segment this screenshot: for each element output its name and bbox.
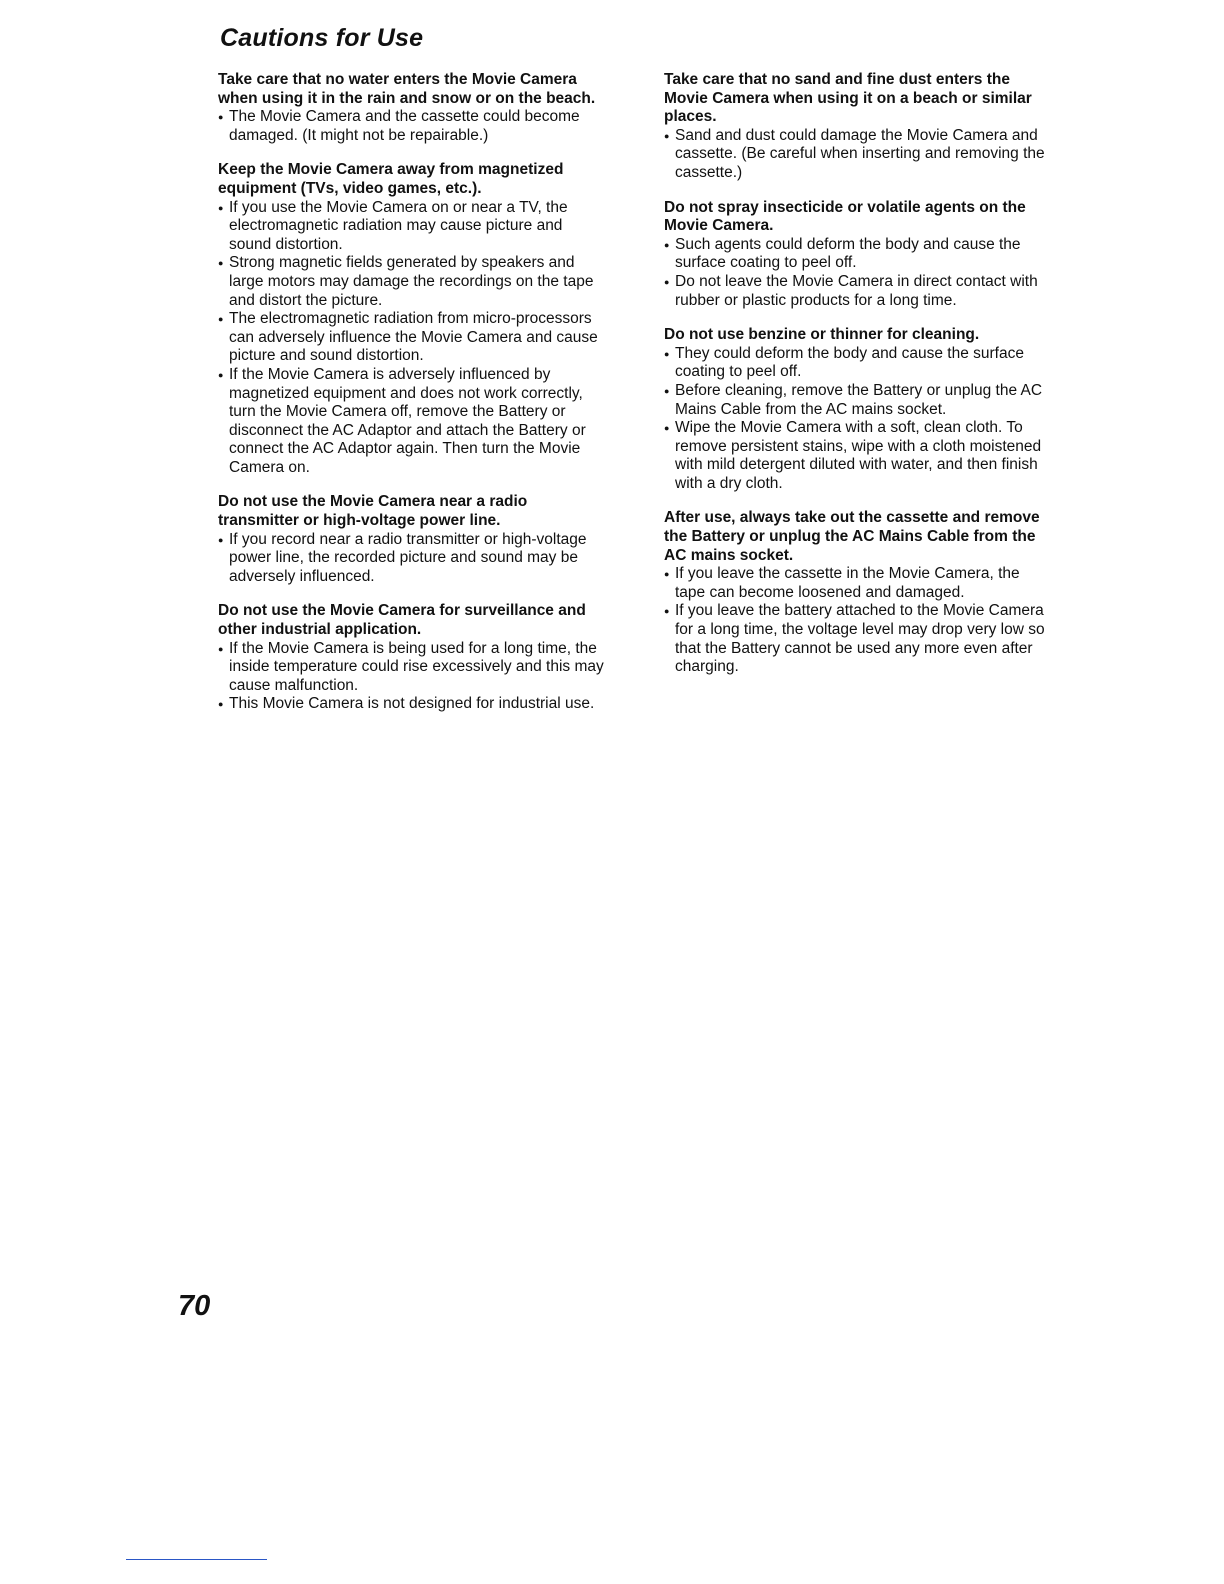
caution-section [218, 71, 608, 145]
bullet-list [218, 531, 608, 587]
page-title: Cautions for Use [220, 24, 424, 52]
bullet-item: ● This Movie Camera is not designed for industrial use. [218, 695, 608, 714]
caution-section [218, 602, 608, 714]
bullet-item: ● Strong magnetic fields generated by speakers and large motors may damage the recordings on the tape and distort the picture. [218, 254, 608, 310]
section-heading: Do not use the Movie Camera for surveillance and other industrial application. [218, 602, 586, 639]
bullet-item: ● Wipe the Movie Camera with a soft, clean cloth. To remove persistent stains, wipe with a cloth moistened with mild detergent diluted with water, and then finish with a dry cloth. [664, 419, 1054, 493]
bullet-list [664, 236, 1054, 310]
section-heading: Keep the Movie Camera away from magnetized equipment (TVs, video games, etc.). [218, 161, 564, 197]
page-number: 70 [178, 1290, 211, 1322]
section-heading: Take care that no sand and fine dust enters the Movie Camera when using it on a beach or similar places. [664, 71, 1032, 126]
bullet-list [664, 127, 1054, 183]
bullet-item: ● If the Movie Camera is being used for a long time, the inside temperature could rise excessively and this may cause malfunction. [218, 640, 608, 696]
caution-section [664, 199, 1054, 311]
bullet-list [664, 345, 1054, 494]
bullet-item: ● If you record near a radio transmitter or high-voltage power line, the recorded picture and sound may be adversely influenced. [218, 531, 608, 587]
section-heading: Do not spray insecticide or volatile agents on the Movie Camera. [664, 198, 1026, 235]
section-heading: After use, always take out the cassette and remove the Battery or unplug the AC Mains Cable from the AC mains socket. [664, 509, 1040, 564]
bullet-item: ● The Movie Camera and the cassette could become damaged. (It might not be repairable.) [218, 108, 608, 145]
bottom-rule [126, 1559, 267, 1560]
caution-section [664, 509, 1054, 676]
right-column [664, 71, 1054, 693]
section-heading: Take care that no water enters the Movie Camera when using it in the rain and snow or on the beach. [218, 71, 596, 107]
caution-section [664, 326, 1054, 493]
bullet-item: ● The electromagnetic radiation from micro-processors can adversely influence the Movie Camera and cause picture and sound distortion. [218, 310, 608, 366]
section-heading: Do not use the Movie Camera near a radio transmitter or high-voltage power line. [218, 493, 528, 530]
bullet-item: ● Do not leave the Movie Camera in direct contact with rubber or plastic products for a long time. [664, 273, 1054, 310]
bullet-list [218, 640, 608, 714]
bullet-item: ● If you use the Movie Camera on or near a TV, the electromagnetic radiation may cause picture and sound distortion. [218, 199, 608, 255]
bullet-list [218, 108, 608, 145]
left-column [218, 71, 608, 730]
bullet-item: ● If the Movie Camera is adversely influenced by magnetized equipment and does not work correctly, turn the Movie Camera off, remove the Battery or disconnect the AC Adaptor and attach the Battery or connect the AC Adaptor again. Then turn the Movie Camera on. [218, 366, 608, 478]
bullet-item: ● Sand and dust could damage the Movie Camera and cassette. (Be careful when inserting and removing the cassette.) [664, 127, 1054, 183]
bullet-item: ● If you leave the battery attached to the Movie Camera for a long time, the voltage level may drop very low so that the Battery cannot be used any more even after charging. [664, 602, 1054, 676]
section-heading: Do not use benzine or thinner for cleaning. [664, 326, 980, 344]
caution-section [218, 161, 608, 477]
bullet-list [218, 199, 608, 478]
caution-section [218, 493, 608, 586]
bullet-list [664, 565, 1054, 677]
bullet-item: ● They could deform the body and cause the surface coating to peel off. [664, 345, 1054, 382]
bullet-item: ● Before cleaning, remove the Battery or unplug the AC Mains Cable from the AC mains socket. [664, 382, 1054, 419]
bullet-item: ● If you leave the cassette in the Movie Camera, the tape can become loosened and damaged. [664, 565, 1054, 602]
caution-section [664, 71, 1054, 183]
bullet-item: ● Such agents could deform the body and cause the surface coating to peel off. [664, 236, 1054, 273]
